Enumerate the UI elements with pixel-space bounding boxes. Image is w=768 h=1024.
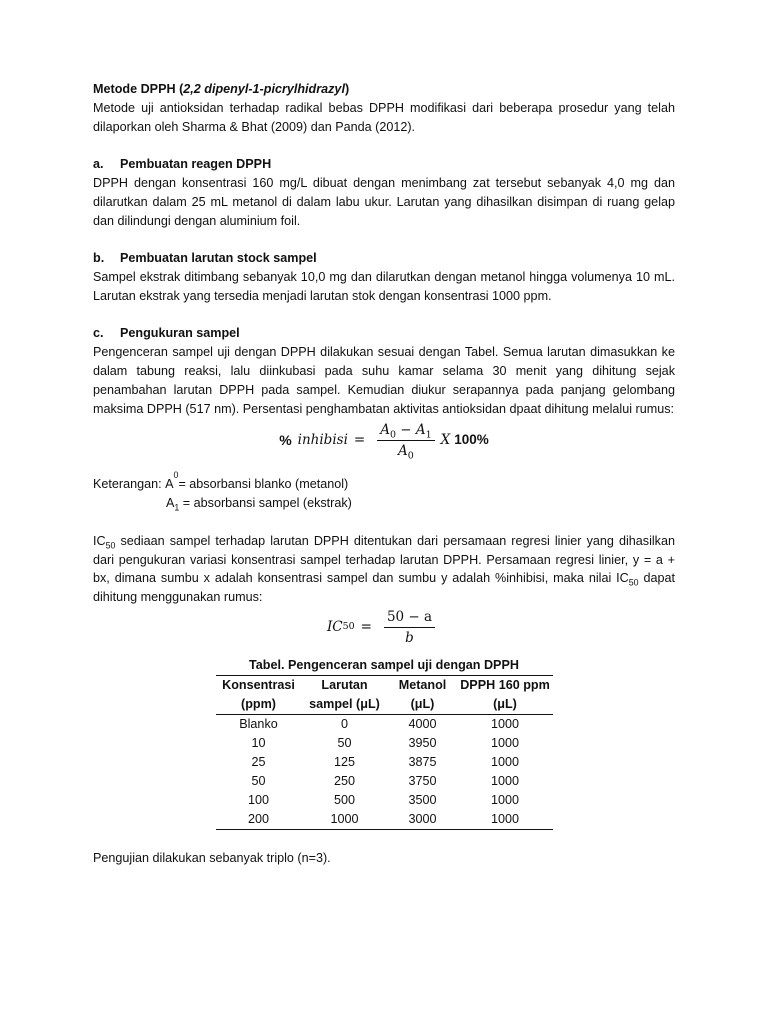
dilution-table: [216, 675, 553, 830]
section-heading-b: b. Pembuatan larutan stock sampel: [93, 251, 317, 266]
table-header: sampel (μL): [302, 695, 388, 715]
table-cell: 1000: [490, 735, 520, 750]
table-cell: 125: [333, 754, 355, 769]
ic50-formula: IC 50 = $\frac{50 - a}{b}$: [93, 609, 675, 646]
table-cell: 3750: [408, 773, 437, 788]
table-row: [216, 772, 553, 791]
keterangan-line-2: $A_1$ = absorbansi sampel (ekstrak): [166, 496, 352, 513]
table-header: (μL): [388, 695, 458, 715]
inhibition-fraction: $\frac{A_0 - A_1}{A_0}$: [377, 422, 434, 459]
table-header: Konsentrasi: [216, 675, 302, 695]
section-body-c: Pengenceran sampel uji dengan DPPH dilakukan sesuai dengan Tabel. Semua larutan dimasukkan ke dalam tabung reaksi, lalu diinkubasi pada suhu kamar selama 30 menit yang dihitung sejak penambahan larutan DPPH pada sampel. Kemudian diukur serapannya pada panjang gelombang maksima DPPH (517 nm). Persentasi penghambatan aktivitas antioksidan dpaat dihitung melalui rumus:: [93, 345, 675, 416]
table-cell: 3000: [388, 810, 458, 830]
ic50-fraction: $\frac{50 - a}{b}$: [384, 609, 435, 646]
table-cell: Blanko: [239, 716, 278, 731]
table-cell: 1000: [490, 716, 520, 731]
section-body-b: Sampel ekstrak ditimbang sebanyak 10,0 mg dan dilarutkan dengan metanol hingga volumenya 10 mL. Larutan ekstrak yang tersedia menjadi larutan stok dengan konsentrasi 1000 ppm.: [93, 269, 675, 303]
table-cell: 100: [247, 792, 269, 807]
table-cell: 50: [337, 735, 352, 750]
table-cell: 500: [333, 792, 355, 807]
document-body: [93, 80, 675, 867]
intro-paragraph: Metode uji antioksidan terhadap radikal bebas DPPH modifikasi dari beberapa prosedur yang telah dilaporkan oleh Sharma & Bhat (2009) dan Panda (2012).: [93, 100, 675, 134]
footer-note: Pengujian dilakukan sebanyak triplo (n=3).: [93, 850, 331, 865]
section-heading-c: c. Pengukuran sampel: [93, 326, 240, 341]
ic50-paragraph: $IC_{50}$ sediaan sampel terhadap larutan DPPH ditentukan dari persamaan regresi linier yang dihasilkan dari pengukuran variasi konsentrasi sampel terhadap larutan DPPH. Persamaan regresi linier, y = a + bx, dimana sumbu x adalah konsentrasi sampel dan sumbu y adalah %inhibisi, maka nilai $IC_{50}$ dapat dihitung menggunakan rumus:: [93, 533, 676, 605]
table-cell: 1000: [458, 810, 553, 830]
page-title: Metode DPPH (2,2 dipenyl-1-picrylhidrazyl): [93, 82, 350, 96]
table-row: [216, 734, 553, 753]
table-row: [216, 753, 553, 772]
inhibition-formula: % inhibisi = $\frac{A_0 - A_1}{A_0}$ X 100%: [279, 422, 489, 463]
table-cell: 1000: [302, 810, 388, 830]
table-cell: 1000: [490, 754, 520, 769]
table-header: DPPH 160 ppm: [458, 675, 553, 695]
table-cell: 1000: [490, 773, 520, 788]
table-row: [216, 810, 553, 830]
table-cell: 10: [251, 735, 266, 750]
table-header: Metanol: [388, 675, 458, 695]
table-header: (μL): [458, 695, 553, 715]
table-row: [216, 791, 553, 810]
table-cell: 200: [216, 810, 302, 830]
section-body-a: DPPH dengan konsentrasi 160 mg/L dibuat dengan menimbang zat tersebut sebanyak 4,0 mg dan dilarutkan dalam 25 mL metanol di dalam labu ukur. Larutan yang dihasilkan disimpan di ruang gelap dan dilindungi dengan aluminium foil.: [93, 175, 675, 228]
table-cell: 250: [333, 773, 355, 788]
table-header: (ppm): [216, 695, 302, 715]
table-caption: Tabel. Pengenceran sampel uji dengan DPPH: [249, 657, 519, 672]
table-cell: 3875: [408, 754, 437, 769]
table-cell: 0: [340, 716, 348, 731]
table-header: Larutan: [302, 675, 388, 695]
table-cell: 1000: [490, 792, 520, 807]
table-cell: 50: [251, 773, 266, 788]
table-row: [216, 714, 553, 734]
table-cell: 25: [251, 754, 266, 769]
table-cell: 3950: [408, 735, 437, 750]
section-heading-a: a. Pembuatan reagen DPPH: [93, 157, 272, 172]
keterangan-line-1: Keterangan: A 0 = absorbansi blanko (metanol): [93, 470, 349, 492]
table-cell: 3500: [408, 792, 437, 807]
table-cell: 4000: [408, 716, 437, 731]
